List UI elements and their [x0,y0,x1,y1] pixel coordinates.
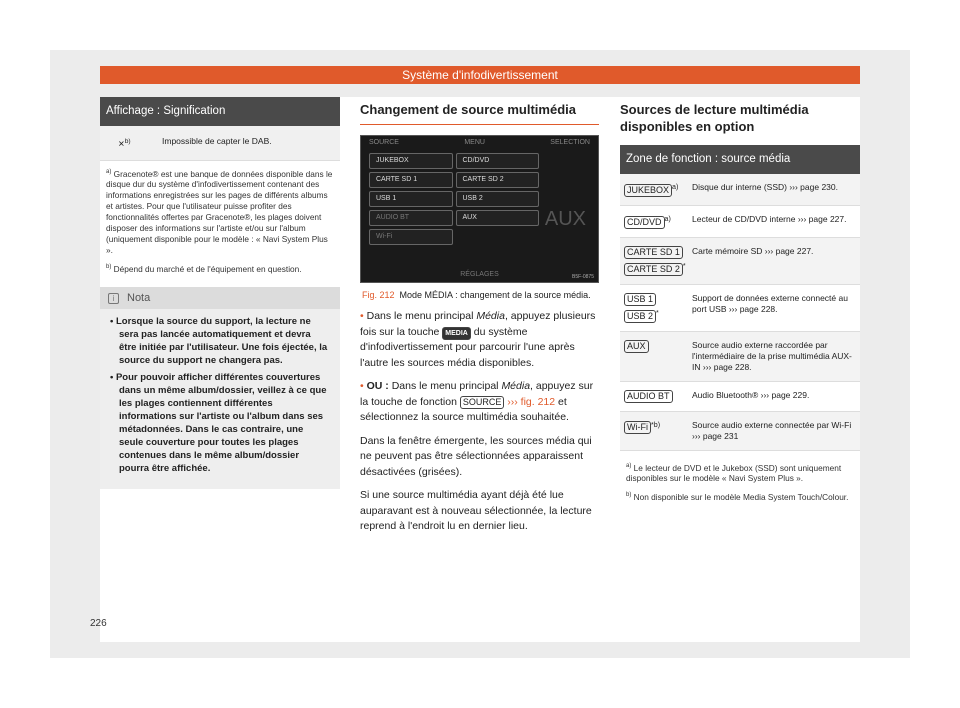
no-signal-icon: ✕$^{b)}$ [118,138,131,149]
source-table [620,174,860,451]
note-box [100,287,340,489]
table-row: Wi-Fi $^{*b)}$ Source audio externe connectée par Wi-Fi ››› page 231 [620,412,860,451]
screen-button-sd2: CARTE SD 2 [456,172,540,188]
table-header: Zone de fonction : source média [620,145,860,174]
note-item: • Lorsque la source du support, la lecture ne sera pas lancée automatiquement et devra être initiée par l'utilisateur. Une fois éjectée, la source du support ne changera pas. [110,316,328,367]
page-number: 226 [90,618,107,629]
page [50,50,910,658]
screen-button-usb1: USB 1 [369,191,453,207]
source-key: SOURCE [460,396,505,409]
screen-button-sd1: CARTE SD 1 [369,172,453,188]
table-row: USB 1 USB 2 * Support de données externe connecté au port USB ››› page 228. [620,285,860,332]
screen-button-wifi: Wi-Fi [369,229,453,245]
figure-code: B5F-0875 [572,274,594,280]
screen-button-audio-bt: AUDIO BT [369,210,453,226]
note-item: • Pour pouvoir afficher différentes couvertures dans un même album/dossier, veillez à ce que les plages contiennent différentes informations sur l'artiste ou l'album dans ses métadonnées. Dans le cas contraire, une seule couverture pour toutes les plages contenues dans le même album/dossier pourra être affichée. [110,372,327,475]
table-row: AUX Source audio externe raccordée par l'intermédiaire de la prise multimédia AUX-IN ››› page 228. [620,332,860,382]
screen-tab-source: SOURCE [369,139,399,146]
table-row: AUDIO BT Audio Bluetooth® ››› page 229. [620,382,860,412]
table-cell: Impossible de capter le DAB. [162,136,272,146]
screen-button-jukebox: JUKEBOX [369,153,453,169]
media-key: MEDIA [442,327,471,340]
table-row: CARTE SD 1 CARTE SD 2 * Carte mémoire SD ››› page 227. [620,238,860,285]
table-row: JUKEBOX $^{a)}$ Disque dur interne (SSD) ››› page 230. [620,174,860,206]
note-list [100,309,340,475]
column-right [620,97,860,503]
screen-button-aux: AUX [456,210,540,226]
paragraph: Si une source multimédia ayant déjà été lue auparavant est à nouveau sélectionnée, la lecture reprend à l'endroit lu en dernier lieu. [360,489,592,532]
paragraph: • OU : Dans le menu principal Média, appuyez sur la touche de fonction SOURCE ››› fig. 212 et sélectionnez la source multimédia souhaitée. [360,380,594,423]
media-screen-figure [360,135,599,283]
screen-bottom-label: RÉGLAGES [460,271,499,278]
paragraph: Dans la fenêtre émergente, les sources média qui ne peuvent pas être sélectionnées apparaissent désactivées (grisées). [360,434,592,478]
section-title: Sources de lecture multimédia disponibles en option [620,102,809,134]
section-title: Changement de source multimédia [360,97,599,125]
footnote-a: $^{a)}$ Le lecteur de DVD et le Jukebox (SSD) sont uniquement disponibles sur le modèle « Navi System Plus ». [626,462,842,484]
content [100,97,860,642]
figure-caption: Fig. 212 Mode MÉDIA : changement de la source média. [362,290,591,300]
footnote-b: $^{b)}$ Non disponible sur le modèle Media System Touch/Colour. [626,492,849,503]
screen-source-grid [369,153,539,248]
paragraph: • Dans le menu principal Média, appuyez plusieurs fois sur la touche MEDIA du système d'infodivertissement pour parcourir l'une après l'autre les sources média disponibles. [360,310,596,369]
screen-tab-selection: SELECTION [550,139,590,146]
footnote-b: $^{b)}$ Dépend du marché et de l'équipement en question. [106,264,302,275]
table-row: CD/DVD $^{a)}$ Lecteur de CD/DVD interne ››› page 227. [620,206,860,238]
column-middle [360,97,599,535]
info-icon: i [108,293,119,304]
note-title: Nota [127,292,151,305]
screen-button-cd-dvd: CD/DVD [456,153,540,169]
figure-link[interactable]: ››› fig. 212 [507,395,556,408]
column-left [100,97,340,489]
page-header: Système d'infodivertissement [100,66,860,84]
screen-tab-menu: MENU [464,139,485,146]
screen-top-bar [361,136,598,149]
note-header [100,287,340,309]
table-header: Affichage : Signification [100,97,340,126]
screen-button-usb2: USB 2 [456,191,540,207]
table-row [100,126,340,161]
screen-aux-label: AUX [544,208,586,230]
footnote-a: $^{a)}$ Gracenote® est une banque de données disponible dans le disque dur du système d'infodivertissement contenant des informations enregistrées sur les pages de différents albums et artistes. Pour que l'utilisateur puisse profiter des fonctionnalités offertes par Gracenote®, les plages doivent disposer des informations sur l'artiste et/ou sur l'album (uniquement disponible pour le modèle : « Navi System Plus ». [106,168,333,256]
